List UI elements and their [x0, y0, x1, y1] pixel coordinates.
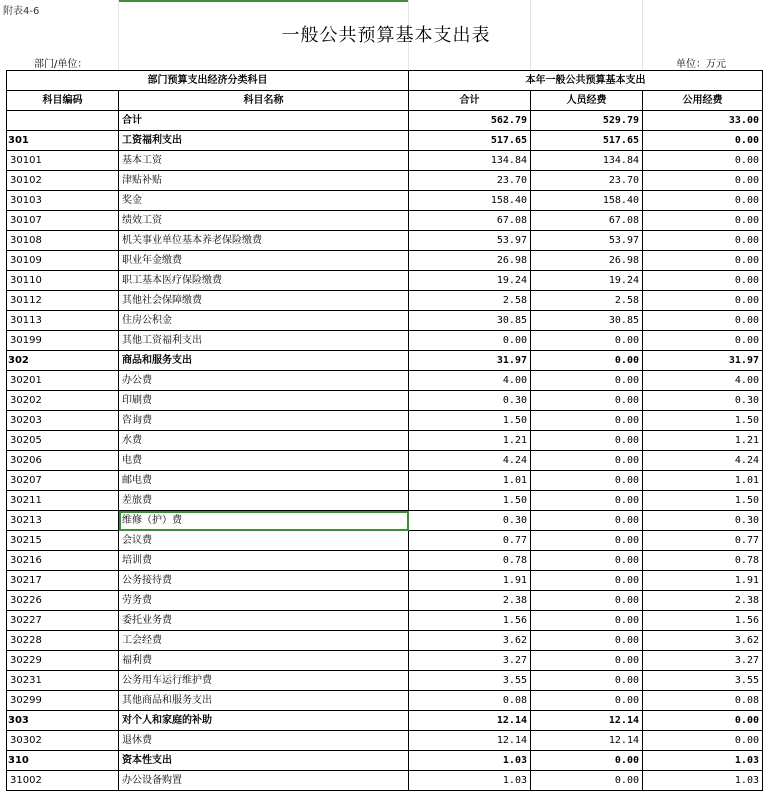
cell-code[interactable]: 30206	[7, 451, 119, 471]
cell-total[interactable]: 12.14	[409, 731, 531, 751]
cell-public[interactable]: 0.00	[643, 251, 763, 271]
cell-public[interactable]: 0.00	[643, 271, 763, 291]
cell-public[interactable]: 31.97	[643, 351, 763, 371]
cell-name[interactable]: 机关事业单位基本养老保险缴费	[119, 231, 409, 251]
cell-name[interactable]: 其他商品和服务支出	[119, 691, 409, 711]
cell-total[interactable]: 1.03	[409, 751, 531, 771]
cell-public[interactable]: 1.50	[643, 491, 763, 511]
cell-total[interactable]: 1.01	[409, 471, 531, 491]
table-row	[7, 471, 763, 491]
cell-public[interactable]: 4.00	[643, 371, 763, 391]
cell-total[interactable]: 19.24	[409, 271, 531, 291]
cell-code[interactable]: 30203	[7, 411, 119, 431]
table-row	[7, 731, 763, 751]
cell-name[interactable]: 基本工资	[119, 151, 409, 171]
cell-public[interactable]: 4.24	[643, 451, 763, 471]
cell-personnel[interactable]: 0.00	[531, 391, 643, 411]
cell-name[interactable]: 奖金	[119, 191, 409, 211]
cell-code[interactable]: 302	[7, 351, 119, 371]
cell-public[interactable]: 0.00	[643, 171, 763, 191]
cell-total[interactable]: 26.98	[409, 251, 531, 271]
cell-personnel[interactable]: 134.84	[531, 151, 643, 171]
cell-name[interactable]: 福利费	[119, 651, 409, 671]
cell-code[interactable]	[7, 111, 119, 131]
table-row	[7, 491, 763, 511]
cell-total[interactable]: 1.03	[409, 771, 531, 791]
cell-name[interactable]: 工资福利支出	[119, 131, 409, 151]
cell-code[interactable]: 30201	[7, 371, 119, 391]
cell-code[interactable]: 303	[7, 711, 119, 731]
cell-total[interactable]: 1.56	[409, 611, 531, 631]
cell-public[interactable]: 0.00	[643, 211, 763, 231]
cell-code[interactable]: 30231	[7, 671, 119, 691]
cell-name[interactable]: 公务接待费	[119, 571, 409, 591]
cell-personnel[interactable]: 30.85	[531, 311, 643, 331]
cell-total[interactable]: 2.58	[409, 291, 531, 311]
cell-name[interactable]: 公务用车运行维护费	[119, 671, 409, 691]
cell-total[interactable]: 23.70	[409, 171, 531, 191]
cell-name[interactable]: 劳务费	[119, 591, 409, 611]
cell-total[interactable]: 562.79	[409, 111, 531, 131]
cell-public[interactable]: 0.00	[643, 191, 763, 211]
cell-name[interactable]: 邮电费	[119, 471, 409, 491]
cell-total[interactable]: 4.24	[409, 451, 531, 471]
column-header-total[interactable]: 合计	[409, 91, 531, 111]
cell-public[interactable]: 1.50	[643, 411, 763, 431]
cell-personnel[interactable]: 517.65	[531, 131, 643, 151]
cell-public[interactable]: 0.77	[643, 531, 763, 551]
cell-personnel[interactable]: 0.00	[531, 471, 643, 491]
cell-total[interactable]: 53.97	[409, 231, 531, 251]
cell-total[interactable]: 4.00	[409, 371, 531, 391]
cell-name[interactable]: 办公费	[119, 371, 409, 391]
table-row	[7, 591, 763, 611]
cell-personnel[interactable]: 0.00	[531, 411, 643, 431]
unit-label[interactable]: 单位：万元	[676, 59, 726, 70]
cell-name[interactable]: 职工基本医疗保险缴费	[119, 271, 409, 291]
cell-personnel[interactable]: 158.40	[531, 191, 643, 211]
cell-code[interactable]: 30207	[7, 471, 119, 491]
cell-name[interactable]: 培训费	[119, 551, 409, 571]
cell-total[interactable]: 0.78	[409, 551, 531, 571]
cell-public[interactable]: 0.00	[643, 231, 763, 251]
cell-personnel[interactable]: 0.00	[531, 611, 643, 631]
cell-total[interactable]: 3.62	[409, 631, 531, 651]
cell-code[interactable]: 31002	[7, 771, 119, 791]
table-row	[7, 671, 763, 691]
cell-code[interactable]: 30113	[7, 311, 119, 331]
cell-total[interactable]: 2.38	[409, 591, 531, 611]
cell-total[interactable]: 0.08	[409, 691, 531, 711]
cell-public[interactable]: 2.38	[643, 591, 763, 611]
cell-total[interactable]: 1.50	[409, 491, 531, 511]
cell-name[interactable]: 津贴补贴	[119, 171, 409, 191]
cell-public[interactable]: 33.00	[643, 111, 763, 131]
cell-total[interactable]: 1.21	[409, 431, 531, 451]
cell-code[interactable]: 30102	[7, 171, 119, 191]
cell-code[interactable]: 30299	[7, 691, 119, 711]
cell-name[interactable]: 住房公积金	[119, 311, 409, 331]
cell-personnel[interactable]: 67.08	[531, 211, 643, 231]
cell-public[interactable]: 3.62	[643, 631, 763, 651]
cell-public[interactable]: 1.91	[643, 571, 763, 591]
cell-total[interactable]: 134.84	[409, 151, 531, 171]
cell-name[interactable]: 电费	[119, 451, 409, 471]
cell-public[interactable]: 1.56	[643, 611, 763, 631]
cell-name[interactable]: 对个人和家庭的补助	[119, 711, 409, 731]
table-row	[7, 391, 763, 411]
department-label[interactable]: 部门/单位：	[34, 59, 88, 70]
cell-public[interactable]: 0.00	[643, 131, 763, 151]
cell-personnel[interactable]: 0.00	[531, 631, 643, 651]
cell-code[interactable]: 30108	[7, 231, 119, 251]
table-row	[7, 191, 763, 211]
table-row	[7, 371, 763, 391]
cell-code[interactable]: 301	[7, 131, 119, 151]
cell-name[interactable]: 维修（护）费	[119, 511, 409, 531]
cell-public[interactable]: 0.08	[643, 691, 763, 711]
cell-personnel[interactable]: 23.70	[531, 171, 643, 191]
cell-personnel[interactable]: 0.00	[531, 531, 643, 551]
cell-public[interactable]: 0.00	[643, 331, 763, 351]
table-row	[7, 151, 763, 171]
cell-public[interactable]: 3.55	[643, 671, 763, 691]
cell-public[interactable]: 0.00	[643, 291, 763, 311]
cell-total[interactable]: 0.30	[409, 511, 531, 531]
cell-public[interactable]: 3.27	[643, 651, 763, 671]
cell-public[interactable]: 0.78	[643, 551, 763, 571]
cell-personnel[interactable]: 19.24	[531, 271, 643, 291]
cell-name[interactable]: 委托业务费	[119, 611, 409, 631]
cell-name[interactable]: 其他工资福利支出	[119, 331, 409, 351]
table-row	[7, 131, 763, 151]
page-title[interactable]: 一般公共预算基本支出表	[281, 25, 491, 46]
cell-personnel[interactable]: 0.00	[531, 591, 643, 611]
cell-personnel[interactable]: 0.00	[531, 351, 643, 371]
cell-name[interactable]: 商品和服务支出	[119, 351, 409, 371]
table-row	[7, 411, 763, 431]
cell-total[interactable]: 517.65	[409, 131, 531, 151]
cell-personnel[interactable]: 0.00	[531, 651, 643, 671]
cell-code[interactable]: 30107	[7, 211, 119, 231]
cell-code[interactable]: 30216	[7, 551, 119, 571]
cell-code[interactable]: 30302	[7, 731, 119, 751]
cell-code[interactable]: 30226	[7, 591, 119, 611]
cell-code[interactable]: 30199	[7, 331, 119, 351]
cell-personnel[interactable]: 0.00	[531, 491, 643, 511]
cell-name[interactable]: 退休费	[119, 731, 409, 751]
cell-total[interactable]: 30.85	[409, 311, 531, 331]
cell-personnel[interactable]: 0.00	[531, 691, 643, 711]
cell-personnel[interactable]: 529.79	[531, 111, 643, 131]
table-row	[7, 251, 763, 271]
cell-name[interactable]: 水费	[119, 431, 409, 451]
selected-column-indicator	[119, 0, 408, 2]
table-row	[7, 551, 763, 571]
cell-code[interactable]: 30103	[7, 191, 119, 211]
cell-code[interactable]: 30109	[7, 251, 119, 271]
cell-public[interactable]: 1.03	[643, 771, 763, 791]
column-header-code[interactable]: 科目编码	[7, 91, 119, 111]
table-row	[7, 771, 763, 791]
cell-public[interactable]: 0.00	[643, 731, 763, 751]
cell-personnel[interactable]: 12.14	[531, 711, 643, 731]
cell-personnel[interactable]: 0.00	[531, 431, 643, 451]
cell-name[interactable]: 资本性支出	[119, 751, 409, 771]
cell-code[interactable]: 30215	[7, 531, 119, 551]
cell-total[interactable]: 0.77	[409, 531, 531, 551]
table-row	[7, 711, 763, 731]
cell-code[interactable]: 30202	[7, 391, 119, 411]
table-row	[7, 451, 763, 471]
cell-personnel[interactable]: 0.00	[531, 771, 643, 791]
table-row	[7, 291, 763, 311]
cell-public[interactable]: 0.30	[643, 391, 763, 411]
cell-public[interactable]: 0.00	[643, 151, 763, 171]
cell-total[interactable]: 0.30	[409, 391, 531, 411]
cell-total[interactable]: 12.14	[409, 711, 531, 731]
cell-code[interactable]: 310	[7, 751, 119, 771]
cell-public[interactable]: 0.00	[643, 311, 763, 331]
table-row	[7, 431, 763, 451]
table-row	[7, 531, 763, 551]
cell-code[interactable]: 30205	[7, 431, 119, 451]
table-row	[7, 751, 763, 771]
cell-total[interactable]: 158.40	[409, 191, 531, 211]
cell-code[interactable]: 30101	[7, 151, 119, 171]
table-row	[7, 651, 763, 671]
table-row	[7, 331, 763, 351]
cell-name[interactable]: 咨询费	[119, 411, 409, 431]
table-row	[7, 611, 763, 631]
cell-personnel[interactable]: 26.98	[531, 251, 643, 271]
cell-personnel[interactable]: 0.00	[531, 371, 643, 391]
budget-table	[6, 70, 763, 791]
cell-personnel[interactable]: 2.58	[531, 291, 643, 311]
cell-name[interactable]: 差旅费	[119, 491, 409, 511]
column-header-name[interactable]: 科目名称	[119, 91, 409, 111]
cell-personnel[interactable]: 0.00	[531, 511, 643, 531]
group-header-expenditure[interactable]: 本年一般公共预算基本支出	[409, 71, 763, 91]
cell-public[interactable]: 1.01	[643, 471, 763, 491]
cell-name[interactable]: 其他社会保障缴费	[119, 291, 409, 311]
cell-code[interactable]: 30112	[7, 291, 119, 311]
cell-personnel[interactable]: 0.00	[531, 671, 643, 691]
cell-name[interactable]: 工会经费	[119, 631, 409, 651]
cell-code[interactable]: 30213	[7, 511, 119, 531]
cell-total[interactable]: 3.27	[409, 651, 531, 671]
table-row	[7, 271, 763, 291]
appendix-label[interactable]: 附表4-6	[3, 6, 40, 17]
cell-total[interactable]: 1.50	[409, 411, 531, 431]
cell-public[interactable]: 0.30	[643, 511, 763, 531]
cell-code[interactable]: 30228	[7, 631, 119, 651]
cell-total[interactable]: 0.00	[409, 331, 531, 351]
cell-total[interactable]: 1.91	[409, 571, 531, 591]
cell-code[interactable]: 30217	[7, 571, 119, 591]
cell-personnel[interactable]: 0.00	[531, 571, 643, 591]
table-row	[7, 511, 763, 531]
cell-personnel[interactable]: 0.00	[531, 751, 643, 771]
table-row	[7, 691, 763, 711]
cell-name[interactable]: 绩效工资	[119, 211, 409, 231]
cell-code[interactable]: 30229	[7, 651, 119, 671]
table-row	[7, 111, 763, 131]
table-row	[7, 211, 763, 231]
table-row	[7, 631, 763, 651]
cell-code[interactable]: 30211	[7, 491, 119, 511]
cell-personnel[interactable]: 12.14	[531, 731, 643, 751]
table-row	[7, 311, 763, 331]
group-header-classification[interactable]: 部门预算支出经济分类科目	[7, 71, 409, 91]
table-row	[7, 351, 763, 371]
cell-total[interactable]: 67.08	[409, 211, 531, 231]
cell-code[interactable]: 30227	[7, 611, 119, 631]
table-row	[7, 571, 763, 591]
cell-public[interactable]: 1.03	[643, 751, 763, 771]
table-row	[7, 231, 763, 251]
cell-name[interactable]: 职业年金缴费	[119, 251, 409, 271]
cell-public[interactable]: 1.21	[643, 431, 763, 451]
cell-public[interactable]: 0.00	[643, 711, 763, 731]
cell-name[interactable]: 办公设备购置	[119, 771, 409, 791]
cell-personnel[interactable]: 53.97	[531, 231, 643, 251]
cell-code[interactable]: 30110	[7, 271, 119, 291]
cell-personnel[interactable]: 0.00	[531, 551, 643, 571]
cell-total[interactable]: 31.97	[409, 351, 531, 371]
cell-name[interactable]: 合计	[119, 111, 409, 131]
cell-name[interactable]: 印刷费	[119, 391, 409, 411]
table-row	[7, 171, 763, 191]
cell-personnel[interactable]: 0.00	[531, 331, 643, 351]
cell-total[interactable]: 3.55	[409, 671, 531, 691]
cell-personnel[interactable]: 0.00	[531, 451, 643, 471]
column-header-public[interactable]: 公用经费	[643, 91, 763, 111]
cell-name[interactable]: 会议费	[119, 531, 409, 551]
column-header-personnel[interactable]: 人员经费	[531, 91, 643, 111]
